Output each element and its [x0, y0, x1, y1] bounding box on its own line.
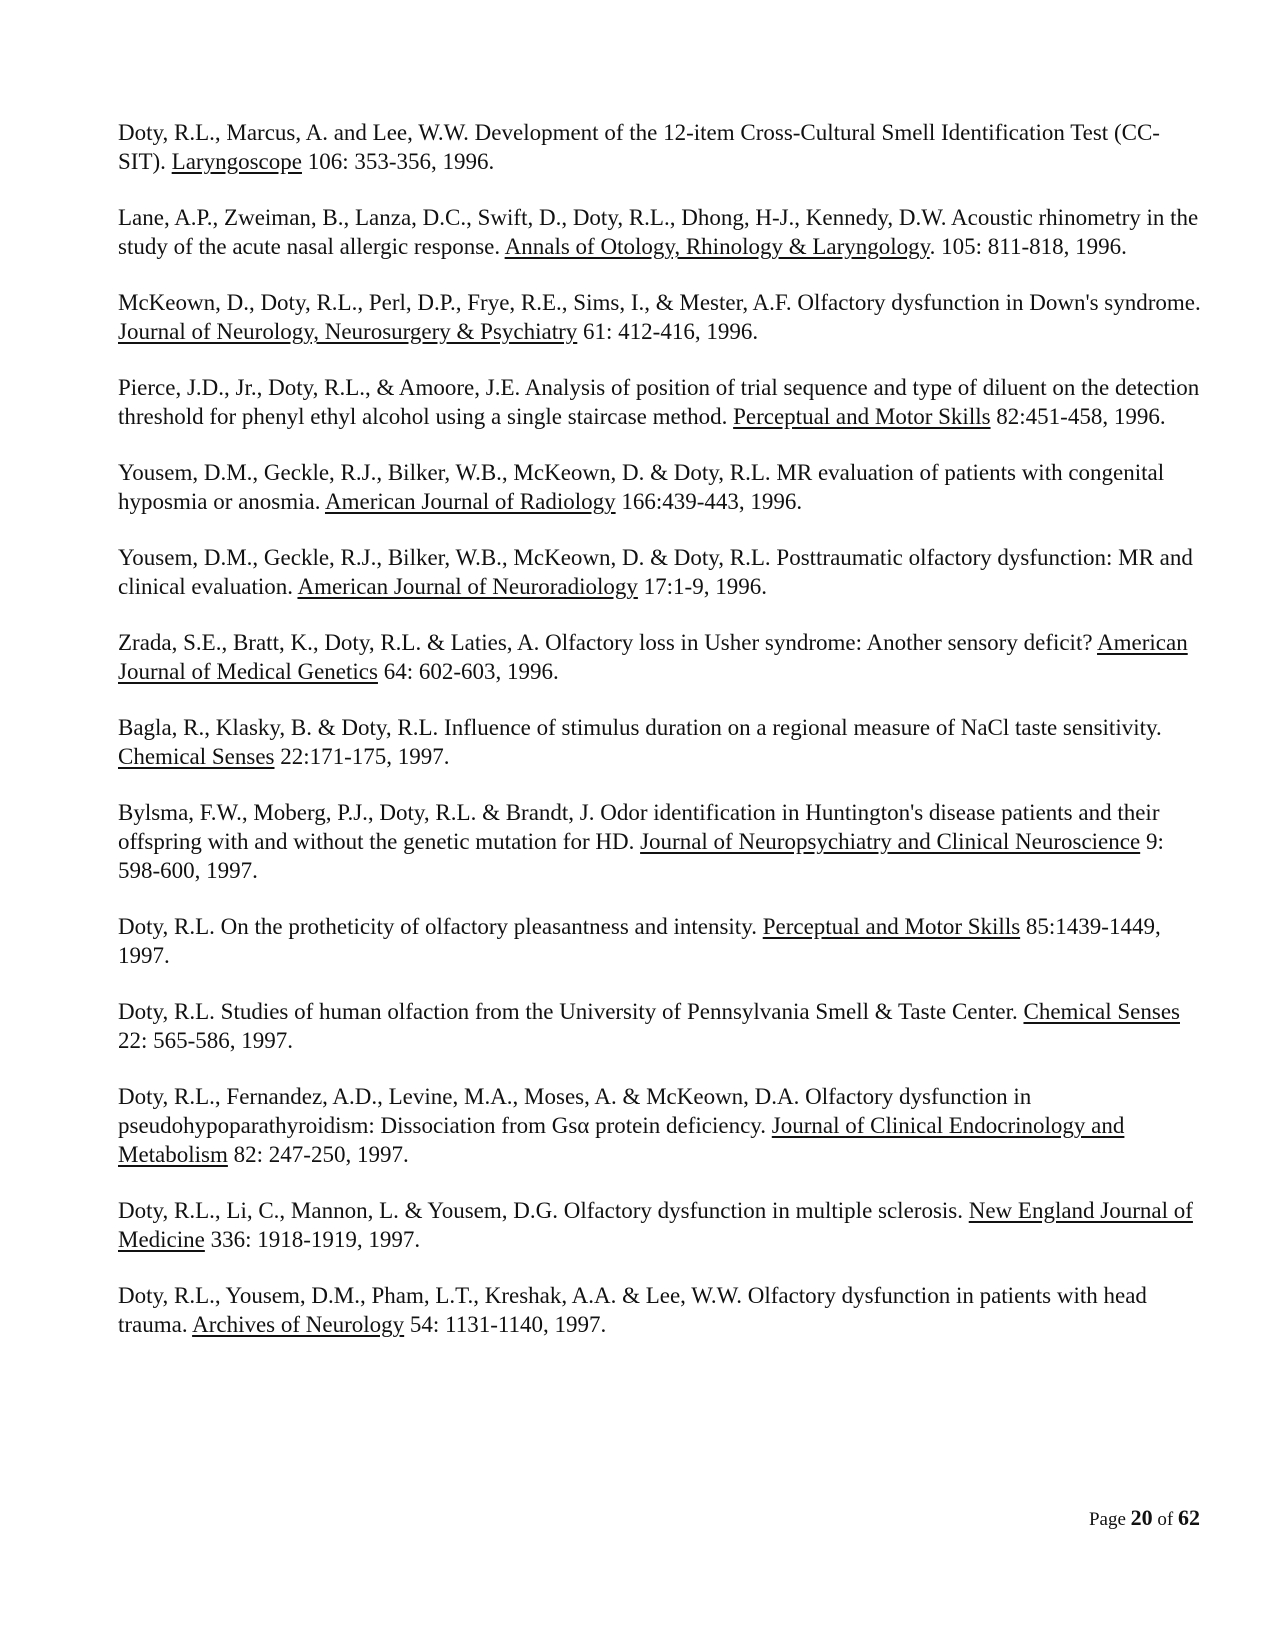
reference-entry: McKeown, D., Doty, R.L., Perl, D.P., Frye, R.E., Sims, I., & Mester, A.F. Olfactory dysfunction in Down's syndrome. Journal of Neurology, Neurosurgery & Psychiatry 61: 412-416, 1996.: [118, 290, 1201, 344]
journal-title: Laryngoscope: [171, 149, 302, 174]
reference-entry: Doty, R.L., Li, C., Mannon, L. & Yousem, D.G. Olfactory dysfunction in multiple sclerosis. New England Journal of Medicine 336: 1918-1919, 1997.: [118, 1198, 1193, 1252]
reference-entry: Doty, R.L., Fernandez, A.D., Levine, M.A., Moses, A. & McKeown, D.A. Olfactory dysfunction in pseudohypoparathyroidism: Dissociation from Gsα protein deficiency. Journal of Clinical Endocrinology and Metabolism 82: 247-250, 1997.: [118, 1084, 1125, 1167]
page-label: Page: [1088, 1509, 1126, 1530]
journal-title: Archives of Neurology: [192, 1312, 405, 1337]
reference-entry: Doty, R.L. Studies of human olfaction from the University of Pennsylvania Smell & Taste Center. Chemical Senses 22: 565-586, 1997.: [118, 999, 1180, 1053]
journal-title: Annals of Otology, Rhinology & Laryngology: [504, 234, 930, 259]
reference-entry: Doty, R.L., Yousem, D.M., Pham, L.T., Kreshak, A.A. & Lee, W.W. Olfactory dysfunction in patients with head trauma. Archives of Neurology 54: 1131-1140, 1997.: [118, 1283, 1147, 1337]
journal-title: Journal of Neurology, Neurosurgery & Psychiatry: [118, 319, 578, 344]
journal-title: American Journal of Radiology: [324, 489, 616, 514]
journal-title: Perceptual and Motor Skills: [733, 404, 991, 429]
journal-title: Chemical Senses: [118, 744, 275, 769]
journal-title: American Journal of Medical Genetics: [118, 630, 1188, 684]
reference-entry: Bylsma, F.W., Moberg, P.J., Doty, R.L. & Brandt, J. Odor identification in Huntington's disease patients and their offspring with and without the genetic mutation for HD. Journal of Neuropsychiatry and Clinical Neuroscience 9: 598-600, 1997.: [118, 800, 1164, 883]
reference-entry: Yousem, D.M., Geckle, R.J., Bilker, W.B., McKeown, D. & Doty, R.L. Posttraumatic olfactory dysfunction: MR and clinical evaluation. American Journal of Neuroradiology 17:1-9, 1996.: [118, 545, 1193, 599]
journal-title: Journal of Neuropsychiatry and Clinical Neuroscience: [640, 829, 1141, 854]
reference-entry: Lane, A.P., Zweiman, B., Lanza, D.C., Swift, D., Doty, R.L., Dhong, H-J., Kennedy, D.W. Acoustic rhinometry in the study of the acute nasal allergic response. Annals of Otology, Rhinology & Laryngology. 105: 811-818, 1996.: [118, 205, 1199, 259]
journal-title: New England Journal of Medicine: [118, 1198, 1193, 1252]
page-number: 20: [1130, 1505, 1153, 1530]
reference-entry: Bagla, R., Klasky, B. & Doty, R.L. Influence of stimulus duration on a regional measure of NaCl taste sensitivity. Chemical Senses 22:171-175, 1997.: [118, 715, 1162, 769]
total-pages: 62: [1178, 1505, 1200, 1530]
journal-title: American Journal of Neuroradiology: [297, 574, 638, 599]
reference-entry: Pierce, J.D., Jr., Doty, R.L., & Amoore, J.E. Analysis of position of trial sequence and type of diluent on the detection threshold for phenyl ethyl alcohol using a single staircase method. Perceptual and Motor Skills 82:451-458, 1996.: [118, 375, 1200, 429]
reference-list: [118, 118, 1203, 1366]
reference-entry: Doty, R.L. On the protheticity of olfactory pleasantness and intensity. Perceptual and Motor Skills 85:1439-1449, 1997.: [118, 914, 1161, 968]
page-footer: [1089, 1505, 1200, 1531]
reference-entry: Doty, R.L., Marcus, A. and Lee, W.W. Development of the 12-item Cross-Cultural Smell Identification Test (CC-SIT). Laryngoscope 106: 353-356, 1996.: [118, 120, 1160, 174]
of-label: of: [1157, 1509, 1174, 1530]
journal-title: Perceptual and Motor Skills: [762, 914, 1021, 939]
journal-title: Journal of Clinical Endocrinology and Metabolism: [118, 1113, 1125, 1167]
reference-entry: Zrada, S.E., Bratt, K., Doty, R.L. & Laties, A. Olfactory loss in Usher syndrome: Another sensory deficit? American Journal of Medical Genetics 64: 602-603, 1996.: [118, 630, 1188, 684]
reference-entry: Yousem, D.M., Geckle, R.J., Bilker, W.B., McKeown, D. & Doty, R.L. MR evaluation of patients with congenital hyposmia or anosmia. American Journal of Radiology 166:439-443, 1996.: [118, 460, 1165, 514]
journal-title: Chemical Senses: [1023, 999, 1180, 1024]
